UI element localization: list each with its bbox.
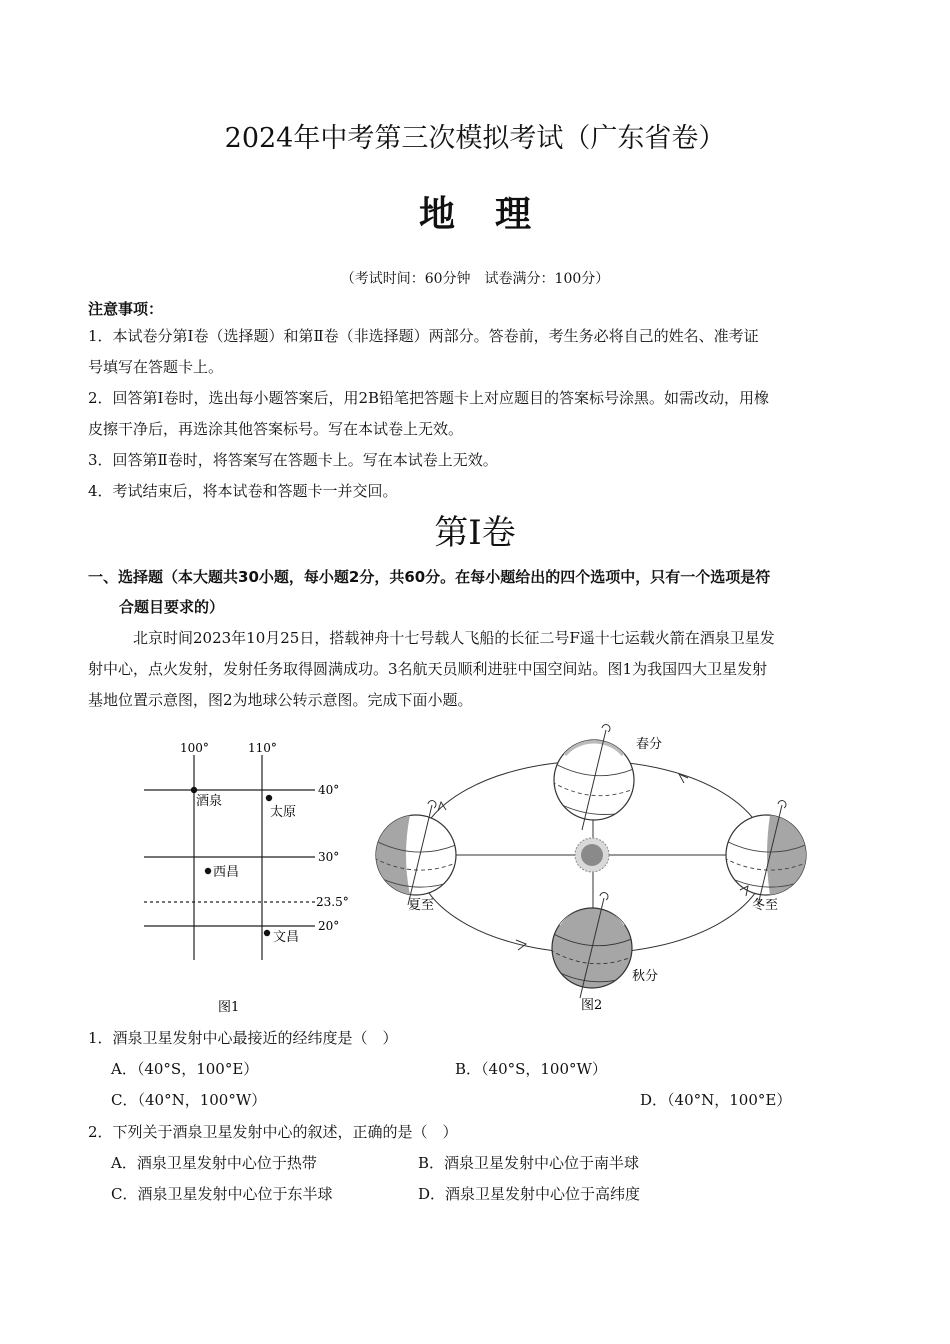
sun-icon	[575, 838, 609, 872]
notice-heading: 注意事项：	[88, 300, 164, 318]
lat-label-40: 40°	[318, 783, 340, 797]
figure-1-map	[130, 730, 370, 1020]
label-spring-equinox: 春分	[636, 737, 663, 752]
question-2-option-b: B．酒泉卫星发射中心位于南半球	[418, 1154, 640, 1172]
wenchang-marker	[264, 930, 270, 936]
question-1-option-a: A．（40°S，100°E）	[111, 1060, 259, 1078]
label-autumn-equinox: 秋分	[632, 969, 659, 984]
taiyuan-marker	[266, 795, 272, 801]
notice-item-2-line-1: 2．回答第Ⅰ卷时，选出每小题答案后，用2B铅笔把答题卡上对应题目的答案标号涂黑。如需改动，用橡	[88, 389, 770, 407]
intro-line-3: 基地位置示意图，图2为地球公转示意图。完成下面小题。	[88, 691, 473, 709]
place-wenchang: 文昌	[273, 930, 300, 945]
place-jiuquan: 酒泉	[196, 794, 223, 809]
earth-summer-solstice	[374, 801, 458, 905]
question-1-option-b: B．（40°S，100°W）	[455, 1060, 607, 1078]
place-xichang: 西昌	[213, 865, 240, 880]
subject-title: 地理	[418, 193, 571, 235]
place-taiyuan: 太原	[270, 805, 297, 820]
earth-autumnal-equinox	[550, 893, 634, 998]
notice-list	[88, 321, 868, 507]
question-2-option-a: A．酒泉卫星发射中心位于热带	[111, 1154, 317, 1172]
earth-vernal-equinox	[552, 725, 636, 830]
lat-label-20: 20°	[318, 919, 340, 933]
lon-label-100: 100°	[180, 741, 209, 755]
notice-item-3: 3．回答第Ⅱ卷时，将答案写在答题卡上。写在本试卷上无效。	[88, 451, 498, 469]
part1-heading: 一、选择题（本大题共30小题，每小题2分，共60分。在每小题给出的四个选项中，只有一个选项是符	[88, 568, 771, 586]
jiuquan-marker	[191, 787, 197, 793]
question-2-option-d: D．酒泉卫星发射中心位于高纬度	[418, 1185, 641, 1203]
earth-winter-solstice	[724, 801, 808, 905]
lon-label-110: 110°	[248, 741, 277, 755]
intro-line-1: 北京时间2023年10月25日，搭载神舟十七号载人飞船的长征二号F遥十七运载火箭在酒泉卫星发	[133, 629, 775, 647]
question-2-option-c: C．酒泉卫星发射中心位于东半球	[111, 1185, 333, 1203]
xichang-marker	[205, 868, 211, 874]
part1-heading-cont: 合题目要求的）	[119, 598, 225, 616]
intro-line-2: 射中心，点火发射，发射任务取得圆满成功。3名航天员顺利进驻中国空间站。图1为我国四大卫星发射	[88, 660, 768, 678]
lat-label-23-5: 23.5°	[316, 895, 349, 909]
figure-2-caption: 图2	[581, 998, 603, 1013]
question-1-stem: 1．酒泉卫星发射中心最接近的经纬度是（ ）	[88, 1029, 398, 1047]
question-1-option-d: D．（40°N，100°E）	[640, 1091, 792, 1109]
lat-label-30: 30°	[318, 850, 340, 864]
notice-item-1-line-2: 号填写在答题卡上。	[88, 358, 224, 376]
question-2-stem: 2．下列关于酒泉卫星发射中心的叙述，正确的是（ ）	[88, 1123, 458, 1141]
notice-item-4: 4．考试结束后，将本试卷和答题卡一并交回。	[88, 482, 398, 500]
exam-info: （考试时间：60分钟 试卷满分：100分）	[340, 271, 610, 287]
figure-2-orbit	[366, 712, 826, 1020]
question-1-option-c: C．（40°N，100°W）	[111, 1091, 267, 1109]
figure-1-caption: 图1	[218, 1000, 240, 1015]
section-title: 第Ⅰ卷	[434, 513, 516, 553]
label-summer-solstice: 夏至	[408, 898, 435, 913]
notice-item-2-line-2: 皮擦干净后，再选涂其他答案标号。写在本试卷上无效。	[88, 420, 464, 438]
exam-title: 2024年中考第三次模拟考试（广东省卷）	[224, 123, 726, 154]
notice-item-1-line-1: 1．本试卷分第Ⅰ卷（选择题）和第Ⅱ卷（非选择题）两部分。答卷前，考生务必将自己的姓名、准考证	[88, 327, 759, 345]
label-winter-solstice: 冬至	[752, 898, 779, 913]
